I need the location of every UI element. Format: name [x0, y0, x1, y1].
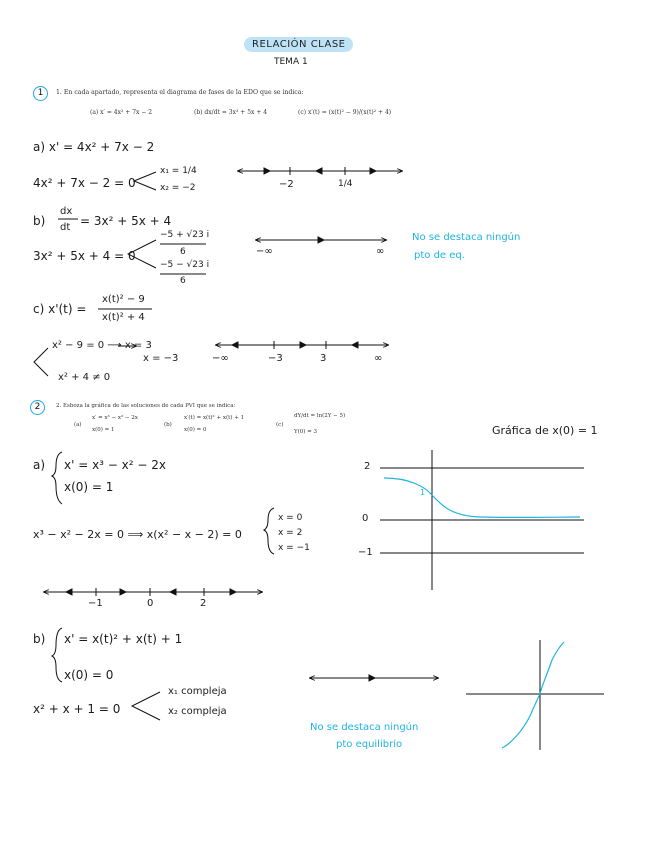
ex1b-rhs: = 3x² + 5x + 4	[80, 214, 172, 228]
ex2a-line-label-minus1: −1	[88, 598, 103, 609]
ex1c-numerator: x(t)² − 9	[102, 294, 145, 305]
ex2a-line-label-0: 0	[147, 598, 154, 609]
ex2a-factorization: x³ − x² − 2x = 0 ⟹ x(x² − x − 2) = 0	[33, 528, 242, 541]
ex1b-root-brace	[128, 240, 156, 268]
ex2a-solutions-brace	[264, 508, 274, 554]
ex1a-equation: a) x' = 4x² + 7x − 2	[33, 140, 155, 154]
ex1b-root-2-num: −5 − √23 i	[160, 260, 210, 270]
ex1a-phase-label-quarter: 1/4	[338, 179, 353, 189]
ex2b-system-brace	[52, 628, 62, 682]
ex2a-prefix: a)	[33, 458, 46, 472]
ex2a-solution-minus1: x = −1	[278, 543, 310, 553]
ex1b-note-line-1: No se destaca ningún	[412, 232, 521, 243]
ex2-graph-title: Gráfica de x(0) = 1	[492, 424, 598, 437]
ex1b-dx: dx	[60, 206, 73, 217]
ex2-item-b-tag: (b)	[164, 422, 172, 428]
ex1c-line-2: x² + 4 ≠ 0	[58, 372, 111, 383]
ex1a-root-brace	[134, 172, 156, 190]
ex1c-line-1b: x = −3	[143, 353, 179, 364]
ex2-item-c-line-1: dY/dt = ln(2Y − 5)	[294, 413, 346, 419]
ex2a-graph-label-1: 1	[420, 488, 426, 497]
exercise-1-number: 1	[33, 86, 48, 101]
ex1c-label-inf: ∞	[374, 353, 383, 364]
ex2-item-a-line-1: x′ = x³ − x² − 2x	[92, 415, 138, 421]
ex1b-roots-equation: 3x² + 5x + 4 = 0	[33, 249, 136, 263]
ex2b-note-line-2: pto equilibrio	[336, 739, 403, 750]
ex2b-root-1: x₁ compleja	[168, 686, 227, 697]
ex2b-line-2: x(0) = 0	[64, 668, 114, 682]
ex2a-line-1: x' = x³ − x² − 2x	[64, 458, 167, 472]
exercise-1-statement: 1. En cada apartado, representa el diagrama de fases de la EDO que se indica:	[56, 89, 304, 96]
ex2a-solution-2: x = 2	[278, 528, 303, 538]
ex1b-dt: dt	[60, 222, 71, 233]
ex1c-label-minus3: −3	[268, 353, 283, 364]
ex1b-root-1-den: 6	[180, 247, 186, 257]
exercise-1-item-c: (c) x′(t) = (x(t)² − 9)/(x(t)² + 4)	[298, 109, 392, 116]
ex2a-system-brace	[52, 452, 62, 504]
ex2b-note-line-1: No se destaca ningún	[310, 722, 419, 733]
page-title: RELACIÓN CLASE	[244, 37, 353, 52]
ex2a-graph-label-0: 0	[362, 513, 369, 524]
ex2a-solution-0: x = 0	[278, 513, 303, 523]
ex2-item-b-line-2: x(0) = 0	[184, 427, 207, 433]
ex2-item-a-line-2: x(0) = 1	[92, 427, 115, 433]
exercise-2-number: 2	[30, 400, 45, 415]
ex2a-graph-label-2: 2	[364, 461, 371, 472]
ex2a-solution-curve	[384, 478, 580, 517]
ex2-item-c-tag: (c)	[276, 422, 284, 428]
ex1b-prefix: b)	[33, 214, 46, 228]
exercise-1-item-b: (b) dx/dt = 3x² + 5x + 4	[194, 109, 268, 116]
ex1c-prefix: c) x'(t) =	[33, 302, 87, 316]
ex2b-roots-equation: x² + x + 1 = 0	[33, 702, 121, 716]
ex1b-root-1-num: −5 + √23 i	[160, 230, 210, 240]
ex2b-root-brace	[132, 692, 160, 720]
ex1a-roots-equation: 4x² + 7x − 2 = 0	[33, 176, 136, 190]
ex1c-line-1: x² − 9 = 0 ⟶ x = 3	[52, 340, 152, 351]
ex2a-graph-label-minus1: −1	[358, 547, 373, 558]
ex1c-denominator: x(t)² + 4	[102, 312, 145, 323]
ex2-item-b-line-1: x′(t) = x(t)² + x(t) + 1	[184, 415, 245, 421]
ex1a-root-1: x₁ = 1/4	[160, 166, 197, 176]
ex1b-phase-label-neg-inf: −∞	[256, 246, 273, 257]
ex2a-line-2: x(0) = 1	[64, 480, 114, 494]
exercise-1-item-a: (a) x′ = 4x² + 7x − 2	[90, 109, 153, 116]
ex1c-label-neg-inf: −∞	[212, 353, 229, 364]
ex1c-brace	[34, 348, 48, 376]
exercise-2-statement: 2. Esboza la gráfica de las soluciones de cada PVI que se indica:	[56, 403, 236, 409]
ex2a-line-label-2: 2	[200, 598, 207, 609]
ex1a-root-2: x₂ = −2	[160, 183, 196, 193]
ex2b-solution-curve	[502, 642, 564, 748]
ex2-item-c-line-2: Y(0) = 3	[294, 429, 318, 435]
ex1b-root-2-den: 6	[180, 276, 186, 286]
ex2b-line-1: x' = x(t)² + x(t) + 1	[64, 632, 183, 646]
ex2b-prefix: b)	[33, 632, 46, 646]
ex1a-phase-label-minus2: −2	[279, 179, 294, 190]
ex2b-root-2: x₂ compleja	[168, 706, 227, 717]
page-subtitle: TEMA 1	[274, 57, 308, 67]
ex1b-note-line-2: pto de eq.	[414, 250, 465, 261]
ex2-item-a-tag: (a)	[74, 422, 82, 428]
ex1b-phase-label-inf: ∞	[376, 246, 385, 257]
ex1c-label-3: 3	[320, 353, 327, 364]
